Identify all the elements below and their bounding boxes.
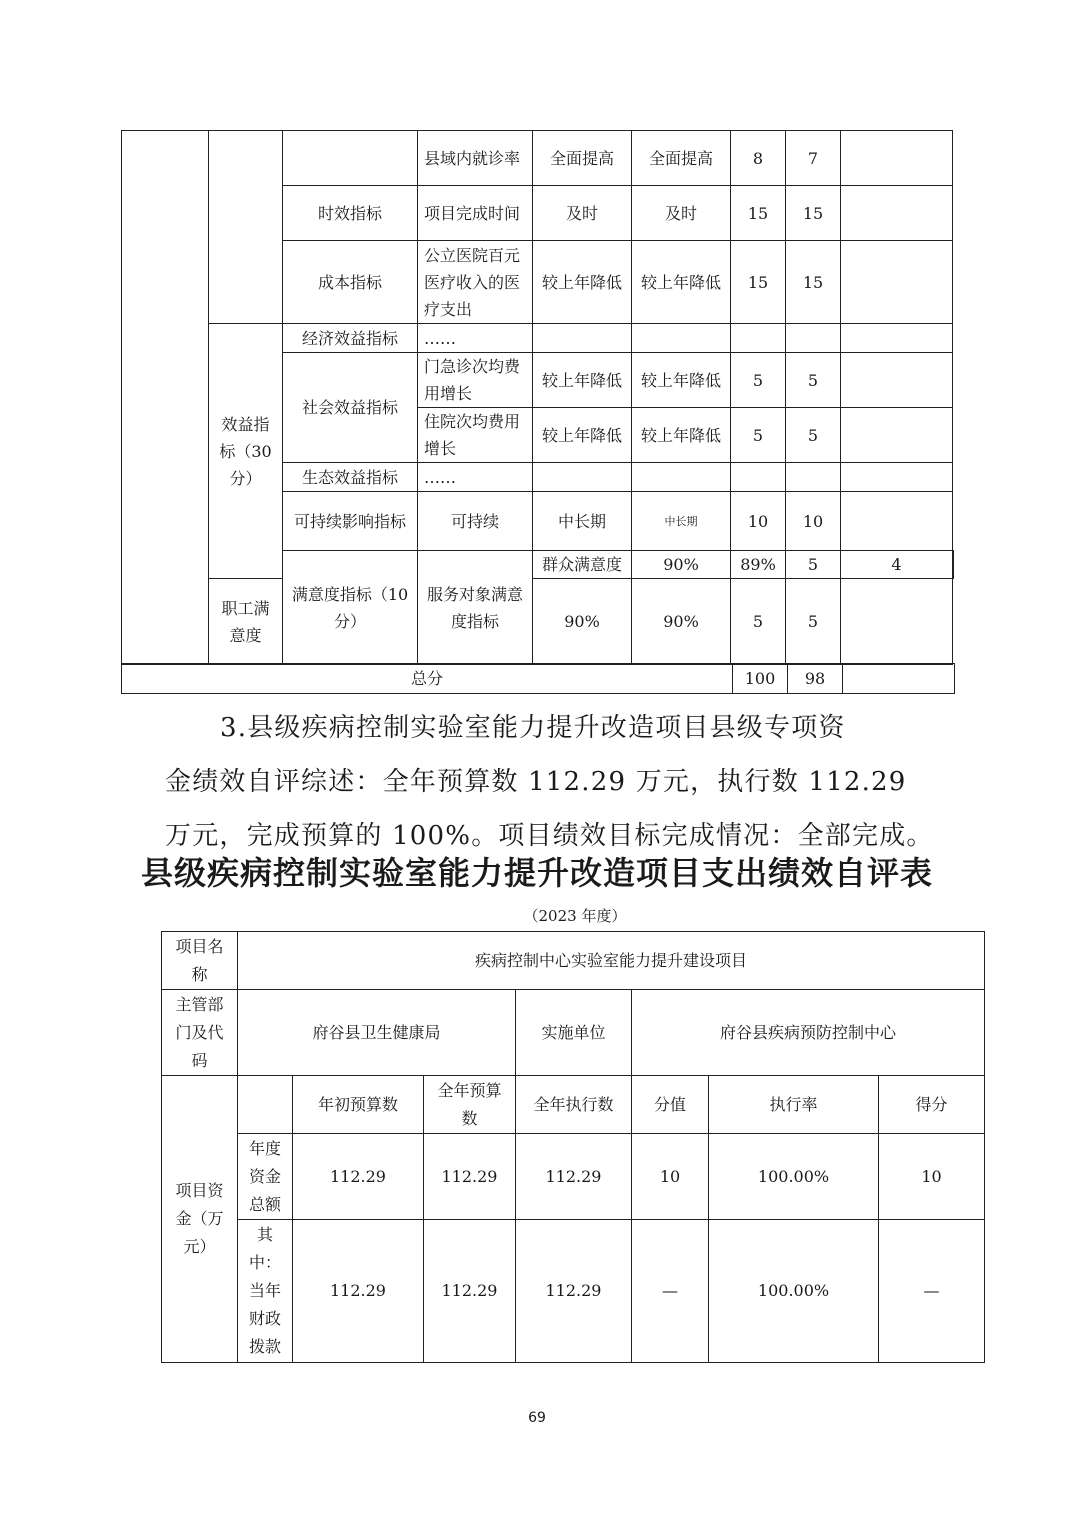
- remark-cell: [841, 353, 953, 408]
- indicator-cell: 门急诊次均费用增长: [418, 353, 533, 408]
- indicator-cell: 职工满意度: [209, 579, 283, 665]
- actual-value-cell: 较上年降低: [632, 241, 731, 324]
- page-number: 69: [528, 1410, 546, 1426]
- empty-cell: [841, 463, 953, 492]
- actual-value-cell: 较上年降低: [632, 353, 731, 408]
- weight-cell: 15: [731, 186, 786, 241]
- remark-cell: [841, 579, 953, 665]
- actual-value-cell: 及时: [632, 186, 731, 241]
- indicator-cell: 项目完成时间: [418, 186, 533, 241]
- remark-cell: [841, 241, 953, 324]
- empty-cell: [238, 1076, 293, 1134]
- header-cell: 年初预算数: [293, 1076, 424, 1134]
- impl-unit-label: 实施单位: [516, 990, 632, 1076]
- actual-value-cell: 较上年降低: [632, 408, 731, 463]
- weight-cell: 5: [786, 551, 841, 579]
- indicator-cell: 公立医院百元医疗收入的医疗支出: [418, 241, 533, 324]
- score-cell: 7: [786, 131, 841, 186]
- value-cell: 112.29: [424, 1134, 516, 1220]
- weight-cell: 5: [731, 408, 786, 463]
- value-cell: 100.00%: [709, 1134, 879, 1220]
- weight-cell: 10: [731, 492, 786, 551]
- value-cell: —: [879, 1220, 985, 1363]
- remark-cell: [841, 131, 953, 186]
- project-name-label: 项目名称: [162, 932, 238, 990]
- header-cell: 分值: [632, 1076, 709, 1134]
- score-cell: 15: [786, 186, 841, 241]
- total-weight: 100: [733, 664, 788, 694]
- remark-cell: [841, 492, 953, 551]
- total-row-table: [121, 663, 955, 694]
- score-cell: 5: [786, 353, 841, 408]
- project-funds-label: 项目资金（万元）: [162, 1076, 238, 1363]
- value-cell: 112.29: [424, 1220, 516, 1363]
- score-cell: 5: [786, 579, 841, 665]
- category-cell: 时效指标: [283, 186, 418, 241]
- indicator-cell: 县域内就诊率: [418, 131, 533, 186]
- header-cell: 得分: [879, 1076, 985, 1134]
- category-cell: [283, 131, 418, 186]
- category-cell: 成本指标: [283, 241, 418, 324]
- actual-value-cell: 90%: [632, 579, 731, 665]
- remark-cell: [841, 186, 953, 241]
- weight-cell: 5: [731, 579, 786, 665]
- weight-cell: 15: [731, 241, 786, 324]
- indicator-cell: ……: [418, 463, 533, 492]
- actual-value-cell: 全面提高: [632, 131, 731, 186]
- dept-value: 府谷县卫生健康局: [238, 990, 516, 1076]
- empty-cell: [533, 324, 632, 353]
- table-year: （2023 年度）: [523, 907, 627, 925]
- impl-unit-value: 府谷县疾病预防控制中心: [632, 990, 985, 1076]
- target-value-cell: 较上年降低: [533, 408, 632, 463]
- value-cell: —: [632, 1220, 709, 1363]
- actual-value-cell: 中长期: [632, 492, 731, 551]
- total-score: 98: [788, 664, 843, 694]
- level2-cell: [209, 131, 283, 324]
- header-cell: 全年执行数: [516, 1076, 632, 1134]
- remark-cell: [841, 408, 953, 463]
- empty-cell: [786, 324, 841, 353]
- indicator-cell: 可持续: [418, 492, 533, 551]
- table-title: 县级疾病控制实验室能力提升改造项目支出绩效自评表: [140, 854, 933, 892]
- target-value-cell: 90%: [533, 579, 632, 665]
- dept-label: 主管部门及代码: [162, 990, 238, 1076]
- value-cell: 112.29: [516, 1134, 632, 1220]
- category-cell: 社会效益指标: [283, 353, 418, 463]
- value-cell: 112.29: [293, 1134, 424, 1220]
- total-label: 总分: [122, 664, 733, 694]
- row-label: 其中：当年财政拨款: [238, 1220, 293, 1363]
- category-cell: 经济效益指标: [283, 324, 418, 353]
- value-cell: 112.29: [516, 1220, 632, 1363]
- score-cell: 10: [786, 492, 841, 551]
- row-label: 年度资金总额: [238, 1134, 293, 1220]
- weight-cell: 5: [731, 353, 786, 408]
- benefit-indicator-label: 效益指标（30分）: [209, 324, 283, 579]
- empty-cell: [632, 324, 731, 353]
- target-value-cell: 中长期: [533, 492, 632, 551]
- summary-paragraph-line-1: 3.县级疾病控制实验室能力提升改造项目县级专项资: [220, 713, 846, 743]
- header-cell: 全年预算数: [424, 1076, 516, 1134]
- category-cell: 服务对象满意度指标: [418, 551, 533, 665]
- target-value-cell: 较上年降低: [533, 241, 632, 324]
- target-value-cell: 全面提高: [533, 131, 632, 186]
- actual-value-cell: 89%: [731, 551, 786, 579]
- project-name-value: 疾病控制中心实验室能力提升建设项目: [238, 932, 985, 990]
- value-cell: 10: [632, 1134, 709, 1220]
- empty-cell: [731, 324, 786, 353]
- score-cell: 15: [786, 241, 841, 324]
- empty-cell: [786, 463, 841, 492]
- remark-cell: [953, 551, 954, 579]
- target-value-cell: 及时: [533, 186, 632, 241]
- project-self-evaluation-table: [161, 931, 985, 1363]
- performance-indicators-table: [121, 130, 954, 665]
- summary-paragraph-line-3: 万元，完成预算的 100%。项目绩效目标完成情况：全部完成。: [165, 821, 934, 851]
- score-cell: 5: [786, 408, 841, 463]
- satisfaction-indicator-label: 满意度指标（10分）: [283, 551, 418, 665]
- category-cell: 生态效益指标: [283, 463, 418, 492]
- indicator-cell: 群众满意度: [533, 551, 632, 579]
- empty-cell: [632, 463, 731, 492]
- empty-cell: [533, 463, 632, 492]
- value-cell: 100.00%: [709, 1220, 879, 1363]
- summary-paragraph-line-2: 金绩效自评综述：全年预算数 112.29 万元，执行数 112.29: [165, 767, 907, 797]
- level1-cell: [122, 131, 209, 665]
- weight-cell: 8: [731, 131, 786, 186]
- value-cell: 112.29: [293, 1220, 424, 1363]
- indicator-cell: 住院次均费用增长: [418, 408, 533, 463]
- target-value-cell: 较上年降低: [533, 353, 632, 408]
- score-cell: 4: [841, 551, 953, 579]
- header-cell: 执行率: [709, 1076, 879, 1134]
- category-cell: 可持续影响指标: [283, 492, 418, 551]
- indicator-cell: ……: [418, 324, 533, 353]
- target-value-cell: 90%: [632, 551, 731, 579]
- empty-cell: [841, 324, 953, 353]
- remark-cell: [843, 664, 955, 694]
- empty-cell: [731, 463, 786, 492]
- value-cell: 10: [879, 1134, 985, 1220]
